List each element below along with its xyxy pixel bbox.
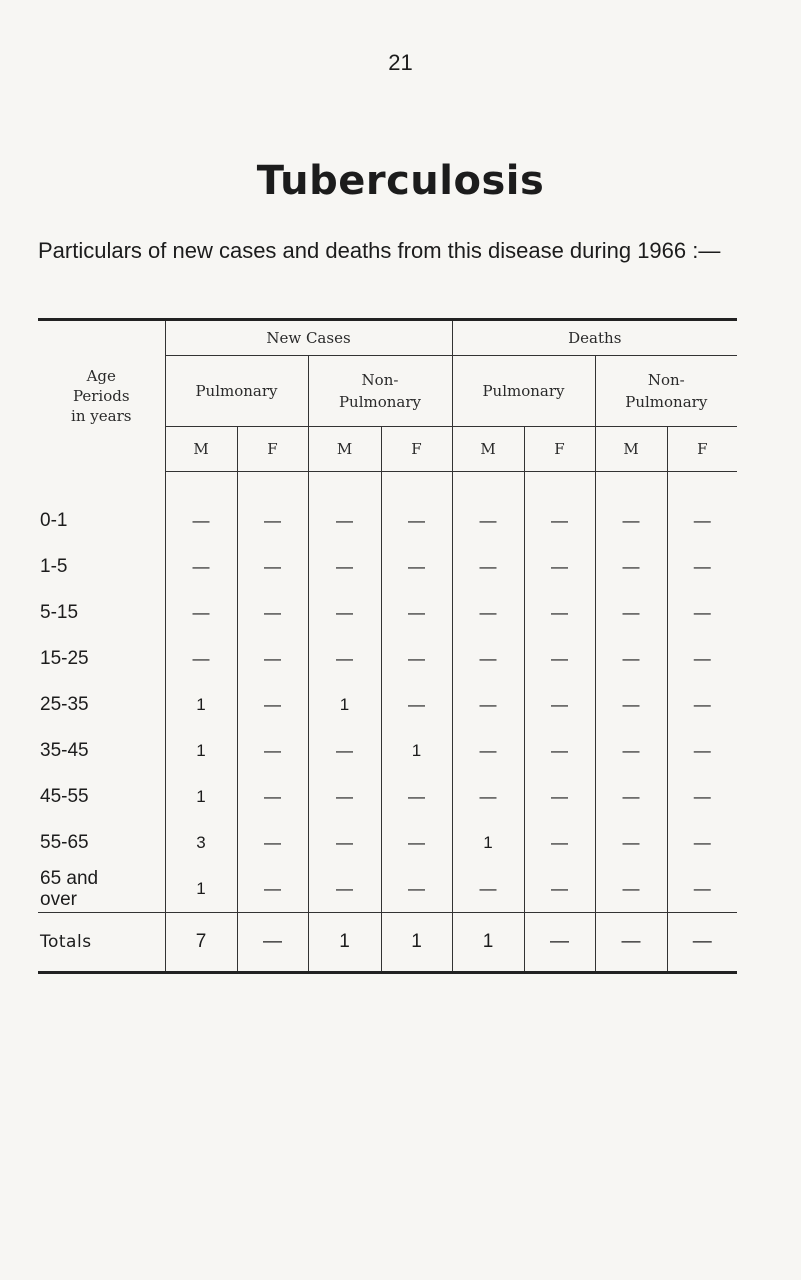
data-cell: — [237,866,308,913]
data-cell: — [667,472,737,545]
table-row [38,866,737,913]
age-cell: 5-15 [40,602,79,623]
data-cell: — [524,544,595,590]
deaths-header: Deaths [452,320,737,356]
data-cell: — [524,820,595,866]
deaths-non-pulmonary-header [595,356,737,427]
data-cell: — [452,472,524,545]
age-header-line-1: Age [86,367,116,386]
data-cell: — [165,472,237,545]
data-cell: — [381,866,452,913]
age-line-1: 65 and [40,868,99,889]
total-cell: 1 [452,913,524,973]
total-cell: 1 [308,913,381,973]
data-cell: — [452,774,524,820]
data-cell: — [381,636,452,682]
data-cell: — [595,866,667,913]
total-cell: 1 [381,913,452,973]
intro-paragraph: Particulars of new cases and deaths from this disease during 1966 :— [38,238,721,263]
data-cell: — [308,728,381,774]
non-pulmonary-line-1: Non- [647,371,685,389]
data-cell: — [308,544,381,590]
data-cell: — [595,820,667,866]
data-cell: — [308,774,381,820]
sex-header: F [381,427,452,472]
data-cell: — [381,544,452,590]
data-cell: — [595,590,667,636]
data-cell: 3 [165,820,237,866]
data-cell: — [524,472,595,545]
data-cell: — [237,820,308,866]
data-cell: — [667,544,737,590]
data-cell: — [524,774,595,820]
new-cases-header: New Cases [165,320,452,356]
table-row [38,820,737,866]
data-cell: — [237,590,308,636]
age-cell: 55-65 [40,832,89,853]
data-cell: — [452,866,524,913]
data-cell: — [595,472,667,545]
data-cell: — [452,636,524,682]
table-row [38,636,737,682]
data-cell: — [381,820,452,866]
data-cell: 1 [165,774,237,820]
data-cell: — [381,590,452,636]
data-cell: — [237,544,308,590]
data-cell: — [237,774,308,820]
age-cell [38,866,165,913]
age-cell: 35-45 [40,740,89,761]
data-cell: — [667,636,737,682]
data-cell: — [237,636,308,682]
data-cell: — [595,544,667,590]
data-cell: 1 [381,728,452,774]
data-cell: 1 [165,866,237,913]
data-cell: — [524,682,595,728]
data-cell: 1 [308,682,381,728]
table-row [38,590,737,636]
non-pulmonary-line-1: Non- [361,371,399,389]
data-cell: — [667,820,737,866]
data-cell: — [381,774,452,820]
table-row [38,728,737,774]
sex-header: M [165,427,237,472]
non-pulmonary-line-2: Pulmonary [338,393,422,411]
non-pulmonary-line-2: Pulmonary [625,393,708,411]
data-cell: 1 [165,728,237,774]
data-cell: — [308,590,381,636]
sex-header: F [667,427,737,472]
total-cell: — [667,913,737,973]
data-cell: — [165,590,237,636]
data-cell: — [667,590,737,636]
deaths-pulmonary-header: Pulmonary [452,356,595,427]
data-cell: 1 [165,682,237,728]
data-cell: — [452,728,524,774]
data-cell: — [452,544,524,590]
page-number: 21 [388,50,413,75]
data-cell: — [667,682,737,728]
data-cell: — [595,636,667,682]
age-cell: 0-1 [40,509,68,531]
data-cell: — [308,820,381,866]
age-line-2: over [40,889,77,910]
age-header-line-2: Periods [72,387,130,406]
data-cell: — [381,682,452,728]
table-row [38,774,737,820]
data-cell: — [667,774,737,820]
sex-header: F [524,427,595,472]
age-header [38,320,165,472]
data-cell: — [667,728,737,774]
total-cell: — [237,913,308,973]
data-cell: — [524,636,595,682]
data-cell: 1 [452,820,524,866]
tuberculosis-table [38,318,737,974]
data-cell: — [524,728,595,774]
table-row [38,682,737,728]
sex-header: M [595,427,667,472]
new-cases-non-pulmonary-header [308,356,452,427]
data-cell: — [524,866,595,913]
age-cell: 45-55 [40,786,89,807]
data-cell: — [308,866,381,913]
data-cell: — [308,472,381,545]
table-row [38,544,737,590]
data-cell: — [452,590,524,636]
totals-row [38,913,737,973]
sex-header: F [237,427,308,472]
data-cell: — [237,728,308,774]
data-cell: — [595,728,667,774]
age-cell: 1-5 [40,556,68,577]
data-cell: — [524,590,595,636]
table-row [38,472,737,545]
total-cell: 7 [165,913,237,973]
data-cell: — [237,472,308,545]
data-cell: — [308,636,381,682]
new-cases-pulmonary-header: Pulmonary [165,356,308,427]
data-cell: — [452,682,524,728]
sex-header: M [452,427,524,472]
sex-header: M [308,427,381,472]
data-cell: — [595,774,667,820]
age-cell: 15-25 [40,648,89,669]
age-cell: 25-35 [40,694,89,715]
total-cell: — [524,913,595,973]
data-cell: — [595,682,667,728]
totals-label: Totals [38,913,165,973]
total-cell: — [595,913,667,973]
data-cell: — [165,636,237,682]
data-cell: — [165,544,237,590]
data-cell: — [667,866,737,913]
data-cell: — [381,472,452,545]
page-title: Tuberculosis [256,158,545,204]
age-header-line-3: in years [71,407,132,426]
data-cell: — [237,682,308,728]
